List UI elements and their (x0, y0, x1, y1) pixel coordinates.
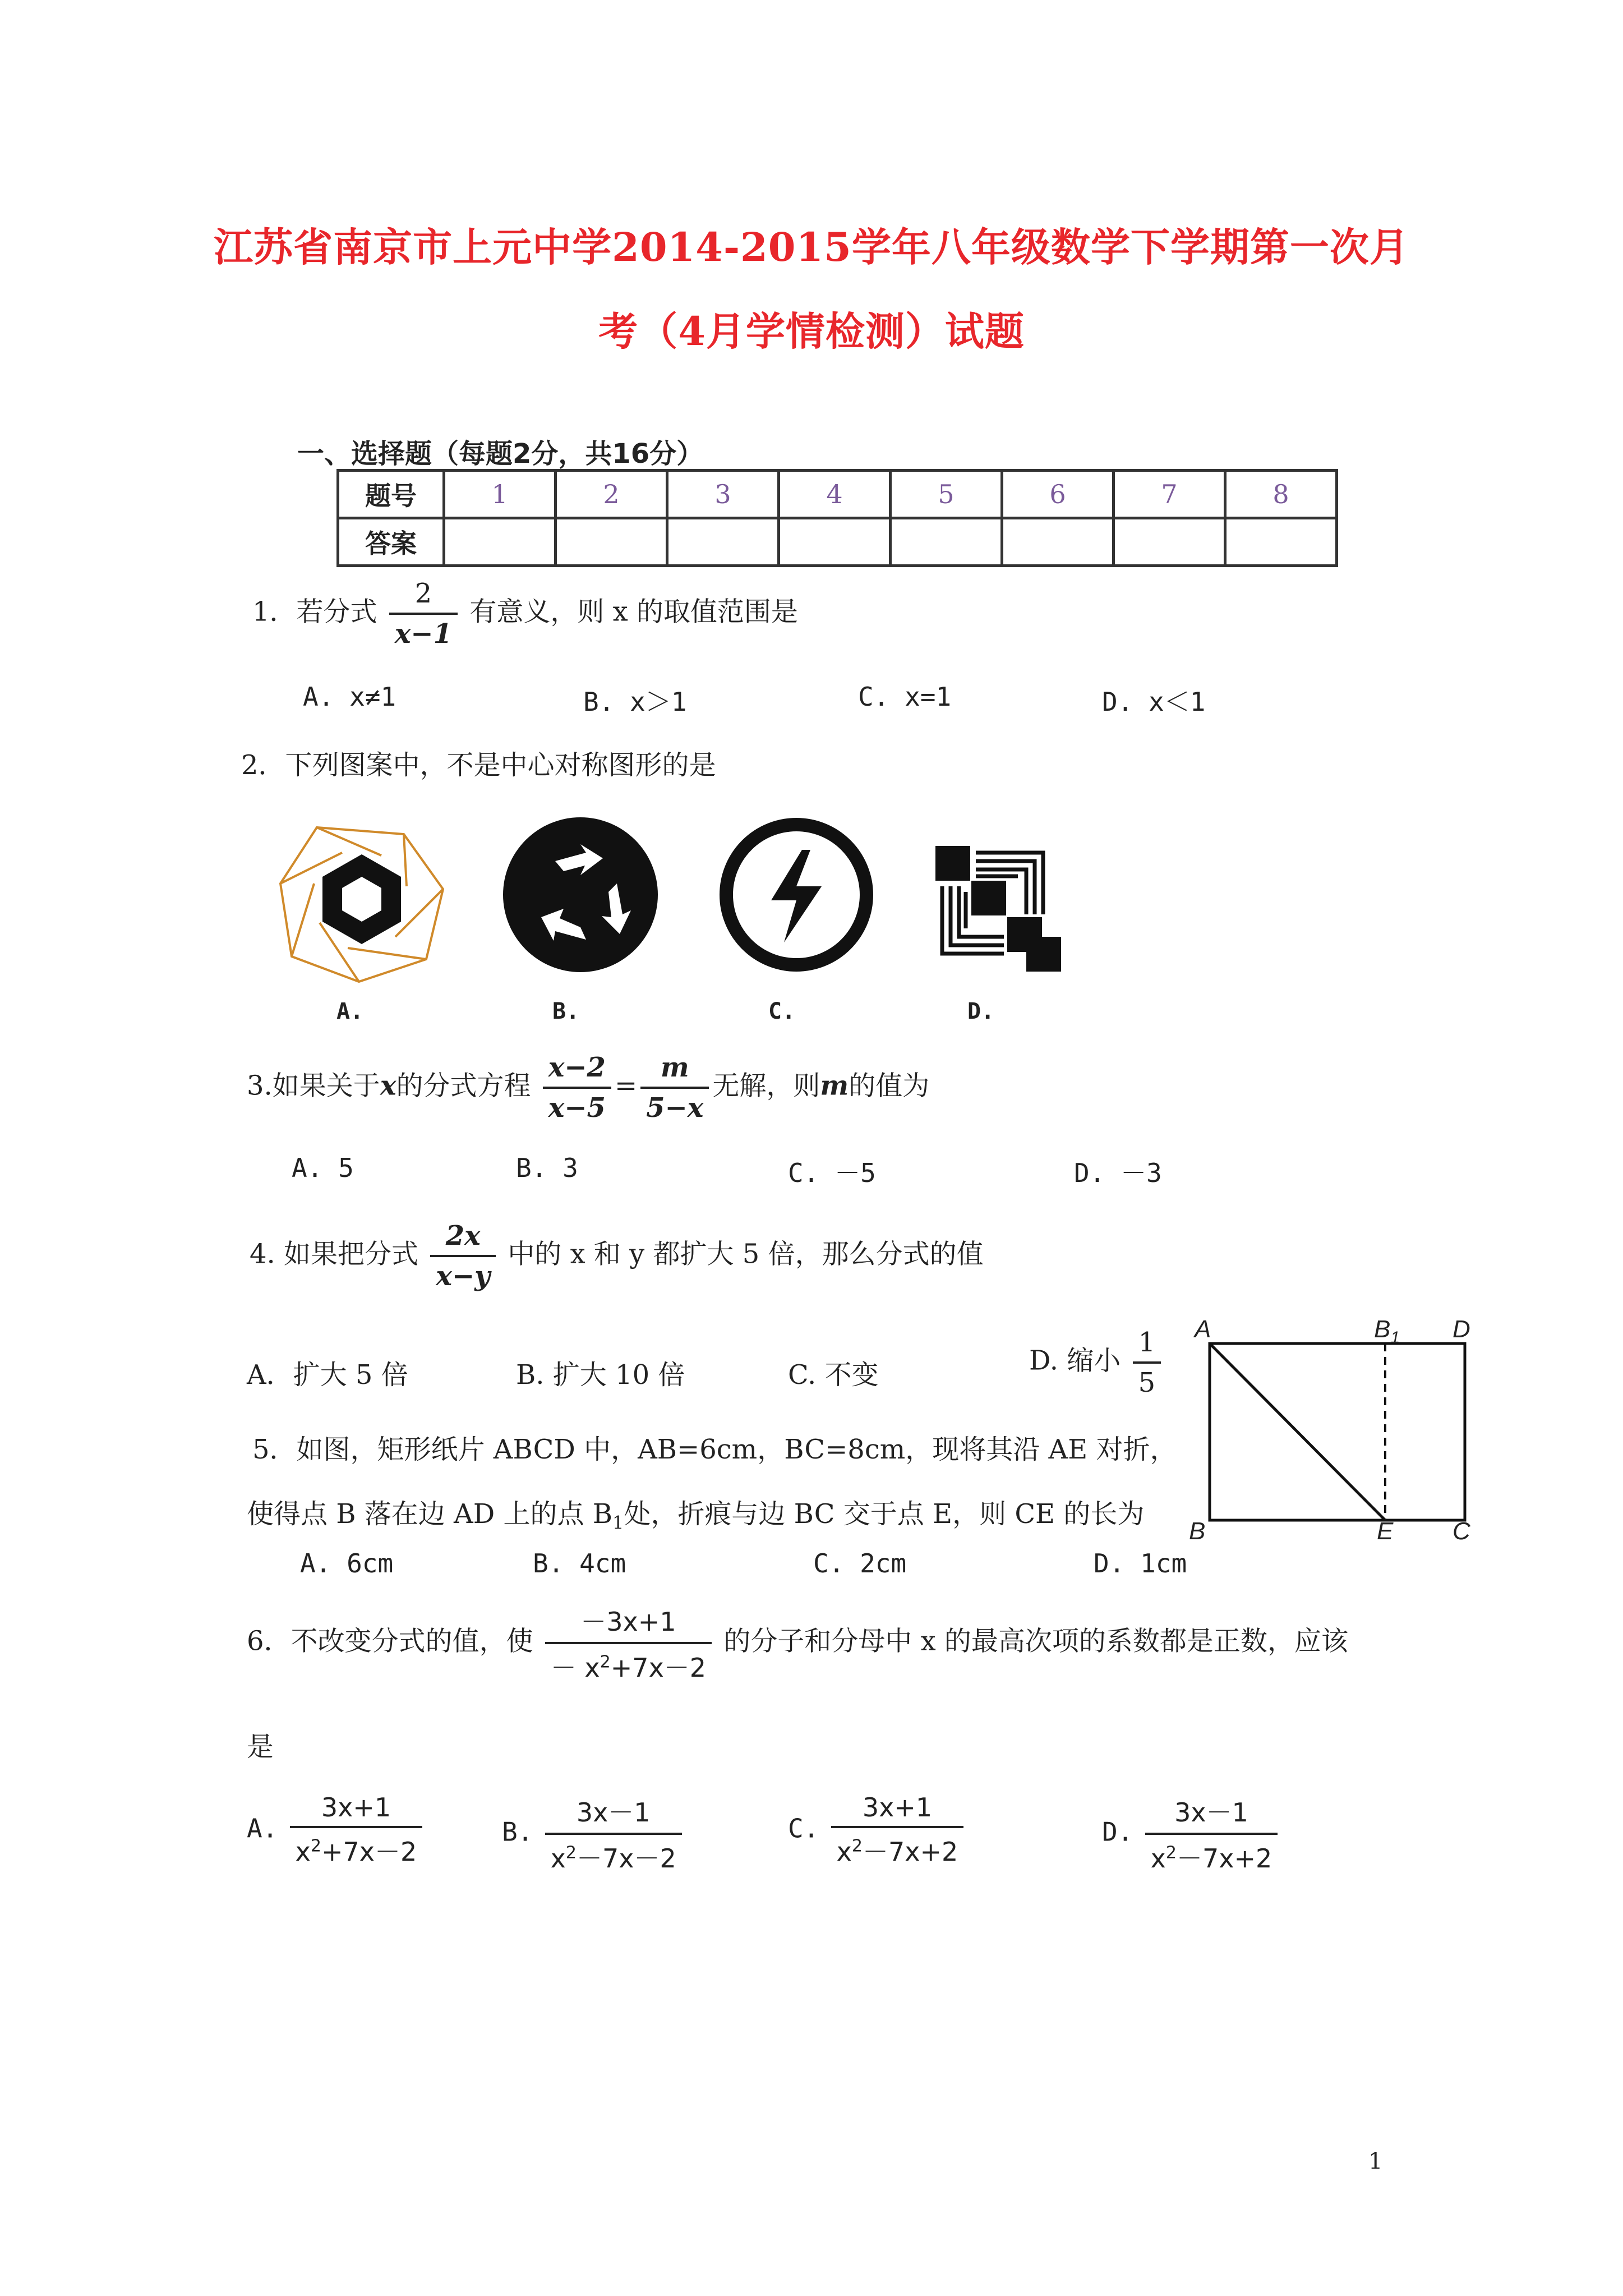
section-heading: 一、选择题（每题2分，共16分） (297, 438, 704, 470)
question-2: 2．下列图案中，不是中心对称图形的是 (241, 749, 716, 781)
q2-label-c: C. (768, 999, 796, 1024)
q4-option-d-text: D. 缩小 (1029, 1345, 1121, 1377)
q4-suffix: 中的 x 和 y 都扩大 5 倍，那么分式的值 (508, 1238, 984, 1270)
q5-label-b1-sub: 1 (1390, 1328, 1400, 1347)
q5-label-d: D (1453, 1315, 1470, 1343)
question-4 (250, 1220, 984, 1292)
q6-prefix: 6．不改变分式的值，使 (247, 1625, 533, 1657)
q6-option-d-fraction (1145, 1792, 1278, 1875)
answer-cell[interactable] (891, 518, 1002, 566)
q6-option-a-label: A. (247, 1813, 278, 1844)
q6-option-c-label: C. (788, 1813, 819, 1844)
q6-d-den-sup: 2 (1165, 1843, 1177, 1863)
answer-cell[interactable] (667, 518, 779, 566)
q3-rhs-denominator: 5−x (646, 1092, 704, 1124)
q5-line-1: 5．如图，矩形纸片 ABCD 中，AB=6cm，BC=8cm，现将其沿 AE 对折， (252, 1434, 1177, 1465)
q5-line-2-b: 处，折痕与边 BC 交于点 E，则 CE 的长为 (624, 1498, 1145, 1530)
q5-option-c[interactable]: C. 2cm (813, 1548, 907, 1579)
q6-option-a-fraction (290, 1792, 423, 1869)
q5-label-b1 (1374, 1315, 1400, 1347)
q3-var-x: x (380, 1070, 396, 1102)
q4-denominator: x−y (436, 1260, 491, 1292)
q6-c-numerator: 3x+1 (831, 1792, 964, 1828)
figure-b-recycle-icon (502, 816, 659, 973)
q3-mid: 的分式方程 (396, 1070, 531, 1102)
q6-d-denominator (1145, 1835, 1278, 1875)
table-row-label: 答案 (338, 518, 444, 566)
answer-table (336, 469, 1338, 567)
q5-line-2-sub: 1 (612, 1512, 624, 1534)
q5-label-b: B (1189, 1517, 1206, 1545)
answer-cell[interactable] (1002, 518, 1114, 566)
question-3 (247, 1052, 929, 1124)
q6-a-den-sup: 2 (310, 1836, 321, 1856)
q5-line-2-a: 使得点 B 落在边 AD 上的点 B (247, 1498, 612, 1530)
q5-line-2 (247, 1492, 1144, 1534)
table-number: 6 (1002, 471, 1114, 518)
q6-d-den-a: x (1150, 1843, 1166, 1874)
q5-option-a[interactable]: A. 6cm (300, 1548, 394, 1579)
q6-option-c[interactable] (788, 1792, 967, 1869)
q6-continuation: 是 (247, 1731, 274, 1763)
q3-lhs-denominator: x−5 (548, 1092, 606, 1124)
figure-d-squares-icon (931, 841, 1066, 976)
q3-lhs-fraction (543, 1052, 611, 1124)
q4-option-b[interactable]: B. 扩大 10 倍 (516, 1359, 685, 1391)
q6-c-den-a: x (836, 1837, 852, 1867)
q6-option-b[interactable] (502, 1792, 685, 1875)
q4-fraction (430, 1220, 496, 1292)
table-number: 8 (1225, 471, 1337, 518)
q1-prefix: 1．若分式 (252, 596, 377, 628)
q6-option-d[interactable] (1102, 1792, 1281, 1875)
q5-label-a: A (1195, 1315, 1211, 1343)
table-number: 7 (1114, 471, 1225, 518)
q3-suffix-1: 无解，则 (712, 1070, 820, 1102)
q4-d-denominator: 5 (1138, 1367, 1156, 1398)
q6-b-den-sup: 2 (565, 1843, 577, 1863)
q6-d-den-b: －7x+2 (1176, 1843, 1272, 1874)
q6-den-a: － x (550, 1653, 600, 1683)
q5-option-d[interactable]: D. 1cm (1094, 1548, 1187, 1579)
q1-fraction (389, 578, 458, 650)
q5-option-b[interactable]: B. 4cm (533, 1548, 626, 1579)
q3-suffix-2: 的值为 (849, 1070, 930, 1102)
q1-option-a[interactable]: A. x≠1 (303, 682, 396, 712)
q4-prefix: 4. 如果把分式 (250, 1238, 419, 1270)
figure-c-lightning-icon (718, 816, 875, 973)
q6-b-numerator: 3x－1 (545, 1792, 682, 1835)
q6-option-a[interactable] (247, 1792, 426, 1869)
q6-fraction (545, 1602, 712, 1685)
q1-suffix: 有意义，则 x 的取值范围是 (469, 596, 798, 628)
q6-c-denominator (831, 1828, 964, 1869)
answer-cell[interactable] (779, 518, 891, 566)
page-number: 1 (1368, 2148, 1383, 2174)
q6-den-b: +7x－2 (610, 1653, 707, 1683)
q6-b-den-b: －7x－2 (576, 1843, 676, 1874)
q6-b-den-a: x (550, 1843, 566, 1874)
q6-suffix: 的分子和分母中 x 的最高次项的系数都是正数，应该 (723, 1625, 1348, 1657)
q3-option-d[interactable]: D. －3 (1074, 1158, 1162, 1188)
q5-label-e: E (1377, 1517, 1394, 1545)
answer-cell[interactable] (1225, 518, 1337, 566)
q2-label-a: A. (336, 999, 364, 1024)
q5-label-b1-letter: B (1374, 1315, 1391, 1343)
q4-option-c[interactable]: C. 不变 (788, 1359, 879, 1391)
figure-a-hexagon-icon (275, 822, 449, 984)
q6-option-b-fraction (545, 1792, 682, 1875)
q2-label-b: B. (552, 999, 580, 1024)
table-number: 2 (556, 471, 667, 518)
q4-d-numerator: 1 (1133, 1327, 1161, 1364)
q1-denominator: x−1 (394, 618, 453, 650)
title-line-2: 考（4月学情检测）试题 (598, 308, 1025, 355)
q3-option-b[interactable]: B. 3 (516, 1153, 578, 1183)
q6-option-b-label: B. (502, 1816, 533, 1847)
q6-b-denominator (545, 1835, 682, 1875)
q6-denominator (545, 1644, 712, 1685)
q1-option-c[interactable]: C. x=1 (858, 682, 952, 712)
q6-a-denominator (290, 1828, 423, 1869)
q3-option-a[interactable]: A. 5 (292, 1153, 354, 1183)
q6-c-den-b: －7x+2 (862, 1837, 958, 1867)
table-number: 3 (667, 471, 779, 518)
q1-numerator: 2 (389, 578, 458, 615)
q5-label-c: C (1453, 1517, 1470, 1545)
q6-d-numerator: 3x－1 (1145, 1792, 1278, 1835)
q4-option-d[interactable] (1029, 1327, 1164, 1398)
q6-c-den-sup: 2 (851, 1836, 863, 1856)
table-number: 4 (779, 471, 891, 518)
q3-lhs-numerator: x−2 (543, 1052, 611, 1089)
q6-den-sup: 2 (600, 1652, 611, 1672)
question-1 (252, 578, 798, 650)
q3-prefix: 3.如果关于 (247, 1070, 380, 1102)
q5-rectangle-figure (1200, 1318, 1514, 1548)
q6-a-numerator: 3x+1 (290, 1792, 423, 1828)
q1-option-b[interactable]: B. x＞1 (583, 687, 687, 717)
q3-var-m: m (820, 1070, 849, 1102)
q6-a-den-a: x (295, 1837, 311, 1867)
answer-cell[interactable] (1114, 518, 1225, 566)
q3-rhs-fraction (640, 1052, 709, 1124)
q2-label-d: D. (967, 999, 995, 1024)
q3-rhs-numerator: m (640, 1052, 709, 1089)
q6-option-d-label: D. (1102, 1816, 1133, 1847)
question-6 (247, 1602, 1348, 1685)
q3-equals: = (614, 1070, 638, 1102)
answer-cell[interactable] (556, 518, 667, 566)
q1-option-d[interactable]: D. x＜1 (1102, 687, 1206, 717)
table-number: 5 (891, 471, 1002, 518)
table-number: 1 (444, 471, 556, 518)
q3-option-c[interactable]: C. －5 (788, 1158, 876, 1188)
q6-option-c-fraction (831, 1792, 964, 1869)
q6-numerator: －3x+1 (545, 1602, 712, 1644)
q4-d-fraction (1133, 1327, 1161, 1398)
q4-numerator: 2x (430, 1220, 496, 1257)
title-line-1: 江苏省南京市上元中学2014-2015学年八年级数学下学期第一次月 (214, 224, 1409, 270)
q4-option-a[interactable]: A．扩大 5 倍 (247, 1359, 408, 1391)
answer-cell[interactable] (444, 518, 556, 566)
table-row-label: 题号 (338, 471, 444, 518)
q6-a-den-b: +7x－2 (321, 1837, 417, 1867)
